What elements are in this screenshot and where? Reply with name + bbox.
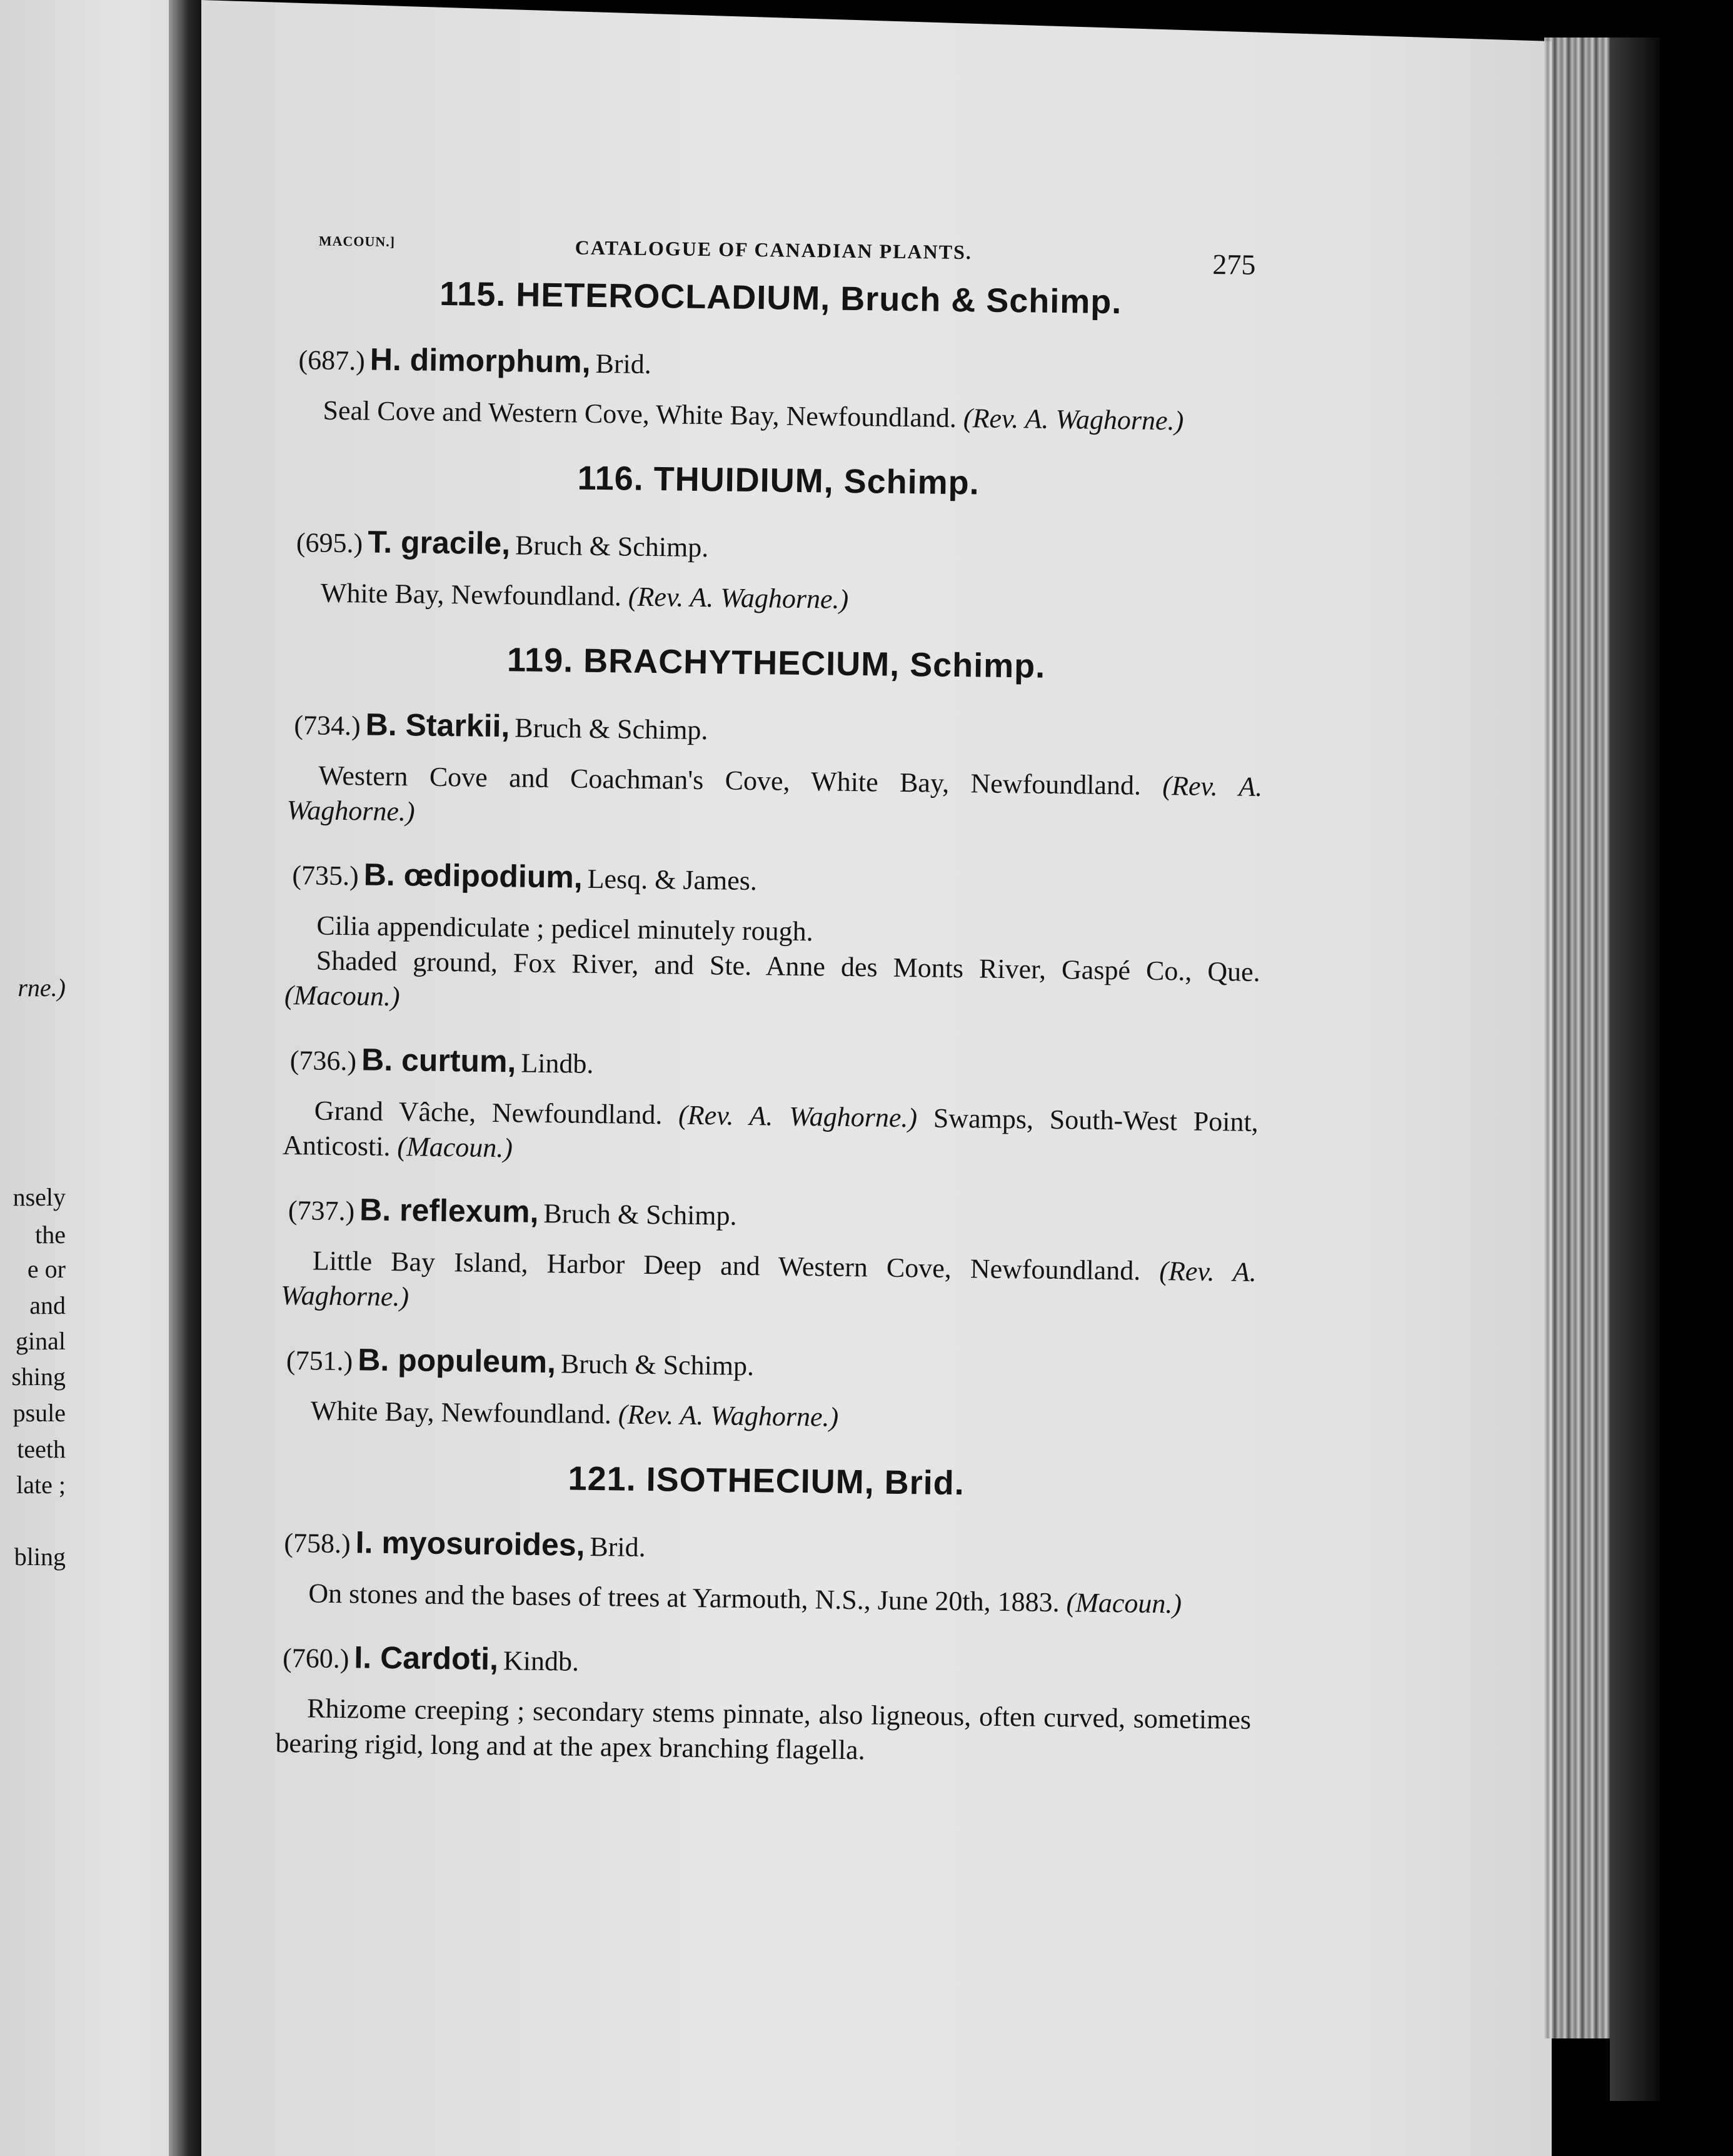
species-name: B. Starkii, [365,707,510,744]
left-page-text-fragment: bling [14,1543,66,1571]
locality-text: White Bay, Newfoundland. [320,577,622,612]
species-authority: Lesq. & James. [587,863,758,897]
species-name: B. reflexum, [359,1192,539,1229]
species-number: (737.) [288,1195,355,1227]
page-title: CATALOGUE OF CANADIAN PLANTS. [575,236,973,264]
locality-text: Cilia appendiculate ; pedicel minutely rough. [316,910,813,947]
left-page-text-fragment: late ; [16,1471,66,1499]
species-name: B. œdipodium, [363,857,583,895]
locality-paragraph [283,1093,1258,1175]
species-number: (751.) [286,1344,353,1377]
locality-paragraph [275,1691,1251,1773]
author-tag: MACOUN.] [318,233,396,249]
locality-paragraph [277,1576,1253,1623]
left-page-text-fragment: and [29,1291,66,1319]
species-authority: Bruch & Schimp. [515,530,709,563]
species-authority: Bruch & Schimp. [560,1348,755,1382]
locality-paragraph [291,393,1267,440]
genus-heading: 119. BRACHYTHECIUM, Schimp. [506,641,1046,685]
species-entry [283,1638,1252,1686]
genera-list [275,273,1268,1773]
locality-paragraph [289,575,1265,622]
locality-text: Grand Vâche, Newfoundland. [314,1095,663,1131]
locality-text: Shaded ground, Fox River, and Ste. Anne des Monts River, Gaspé Co., Que. [316,945,1260,987]
left-page-text-fragment: psule [13,1399,66,1427]
species-name: I. myosuroides, [355,1524,585,1563]
locality-text: White Bay, Newfoundland. [310,1395,612,1430]
genus-heading: 116. THUIDIUM, Schimp. [577,459,980,502]
species-authority: Brid. [595,348,652,380]
species-number: (734.) [294,710,361,742]
species-entry [292,855,1262,904]
left-page-text-fragment: shing [11,1363,66,1391]
collector-citation: (Rev. A. Waghorne.) [286,770,1263,827]
species-authority: Kindb. [503,1645,580,1677]
left-page-text-fragment: nsely [13,1183,66,1211]
collector-citation: (Macoun.) [284,979,400,1012]
locality-paragraph [281,1243,1257,1325]
species-name: B. curtum, [361,1042,516,1079]
locality-text: On stones and the bases of trees at Yarmouth, N.S., June 20th, 1883. [308,1578,1060,1618]
species-name: H. dimorphum, [369,341,591,380]
species-entry [290,1040,1260,1089]
locality-paragraph [286,758,1262,840]
species-entry [284,1523,1253,1571]
locality-text: Rhizome creeping ; secondary stems pinnate, also ligneous, often curved, sometimes bearing rigid, long and at the apex branching flagella. [275,1693,1252,1766]
collector-citation: (Macoun.) [397,1131,513,1164]
species-authority: Bruch & Schimp. [515,712,708,746]
species-name: T. gracile, [367,524,511,562]
species-number: (736.) [289,1045,357,1077]
locality-paragraph [284,943,1260,1025]
species-entry [298,340,1268,388]
species-number: (760.) [282,1642,349,1675]
left-page-text-fragment: e or [27,1255,66,1283]
book-gutter [169,0,201,2156]
left-page-text-fragment: rne.) [18,974,66,1002]
left-page-text-fragment: ginal [16,1327,66,1355]
page-content [275,233,1269,1800]
species-entry [296,523,1266,571]
collector-citation: (Rev. A. Waghorne.) [678,1099,918,1134]
locality-text: Little Bay Island, Harbor Deep and Western Cove, Newfoundland. [312,1245,1141,1286]
species-name: I. Cardoti, [354,1640,499,1677]
collector-citation: (Rev. A. Waghorne.) [628,581,849,615]
species-number: (735.) [292,860,359,892]
collector-citation: (Macoun.) [1066,1587,1182,1620]
species-number: (687.) [298,345,366,376]
species-entry [294,705,1263,753]
locality-text: Swamps, South-West Point, Anticosti. [282,1102,1259,1162]
species-entry [286,1341,1256,1389]
collector-citation: (Rev. A. Waghorne.) [963,403,1184,436]
genus-heading: 121. ISOTHECIUM, Brid. [568,1459,965,1503]
locality-text: Seal Cove and Western Cove, White Bay, Newfoundland. [323,395,957,433]
genus-heading: 115. HETEROCLADIUM, Bruch & Schimp. [439,275,1122,321]
page-number: 275 [1212,248,1256,281]
page-edges [1544,38,1613,2038]
collector-citation: (Rev. A. Waghorne.) [618,1399,839,1433]
locality-paragraph [279,1393,1255,1440]
species-name: B. populeum, [357,1342,556,1380]
book-edge-shadow [1610,38,1660,2101]
species-authority: Bruch & Schimp. [543,1197,737,1231]
species-entry [288,1191,1258,1239]
locality-text: Western Cove and Coachman's Cove, White Bay, Newfoundland. [318,760,1142,801]
species-authority: Brid. [590,1531,646,1563]
species-number: (758.) [284,1527,351,1559]
species-number: (695.) [296,527,363,559]
left-page-text-fragment: the [35,1221,66,1249]
species-authority: Lindb. [521,1047,594,1079]
collector-citation: (Rev. A. Waghorne.) [280,1256,1257,1312]
left-page-fragment [0,0,184,2156]
left-page-text-fragment: teeth [17,1435,66,1463]
